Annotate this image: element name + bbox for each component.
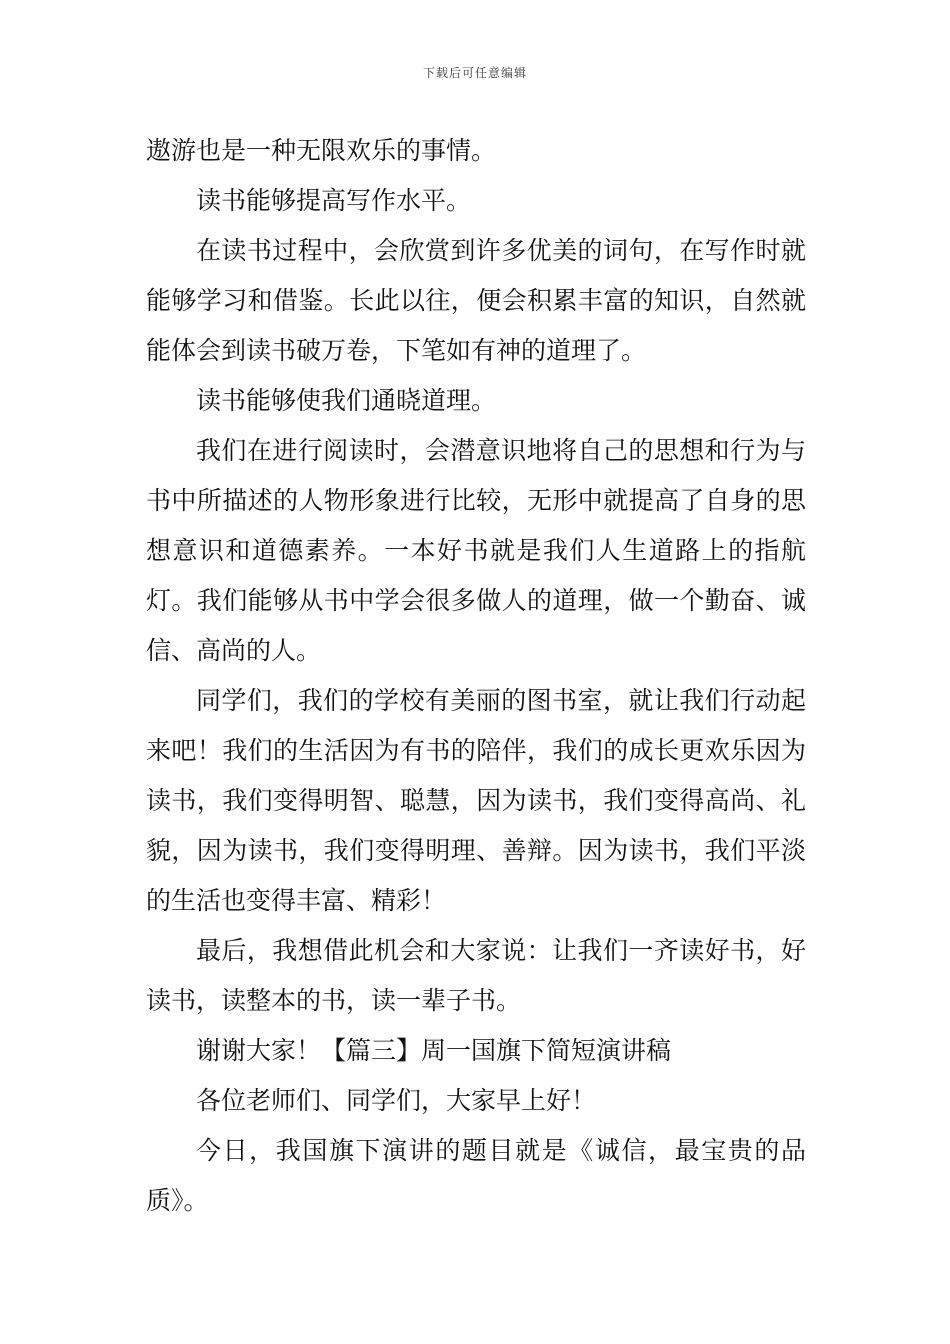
- paragraph-subheading-reasoning: 读书能够使我们通晓道理。: [196, 386, 497, 415]
- paragraph-writing: 在读书过程中，会欣赏到许多优美的词句，在写作时就能够学习和借鉴。长此以往，便会积累丰富的知识，自然就能体会到读书破万卷，下笔如有神的道理了。: [146, 236, 806, 365]
- paragraph-continuation: 遨游也是一种无限欢乐的事情。: [146, 136, 497, 165]
- paragraph-subheading-writing: 读书能够提高写作水平。: [196, 186, 472, 215]
- paragraph-reasoning: 我们在进行阅读时，会潜意识地将自己的思想和行为与书中所描述的人物形象进行比较，无形中就提高了自身的思想意识和道德素养。一本好书就是我们人生道路上的指航灯。我们能够从书中学会很多做人的道理，做一个勤奋、诚信、高尚的人。: [146, 436, 806, 665]
- paragraph-library: 同学们，我们的学校有美丽的图书室，就让我们行动起来吧！我们的生活因为有书的陪伴，我们的成长更欢乐因为读书，我们变得明智、聪慧，因为读书，我们变得高尚、礼貌，因为读书，我们变得明理、善辩。因为读书，我们平淡的生活也变得丰富、精彩！: [146, 686, 806, 915]
- paragraph-greeting: 各位老师们、同学们，大家早上好！: [196, 1086, 597, 1115]
- paragraph-topic: 今日，我国旗下演讲的题目就是《诚信，最宝贵的品质》。: [146, 1136, 806, 1215]
- document-body: [146, 126, 806, 1226]
- paragraph-thanks-section-title: 谢谢大家！【篇三】周一国旗下简短演讲稿: [196, 1036, 672, 1065]
- paragraph-closing: 最后，我想借此机会和大家说：让我们一齐读好书，好读书，读整本的书，读一辈子书。: [146, 936, 806, 1015]
- page-header-note: 下载后可任意编辑: [422, 66, 527, 80]
